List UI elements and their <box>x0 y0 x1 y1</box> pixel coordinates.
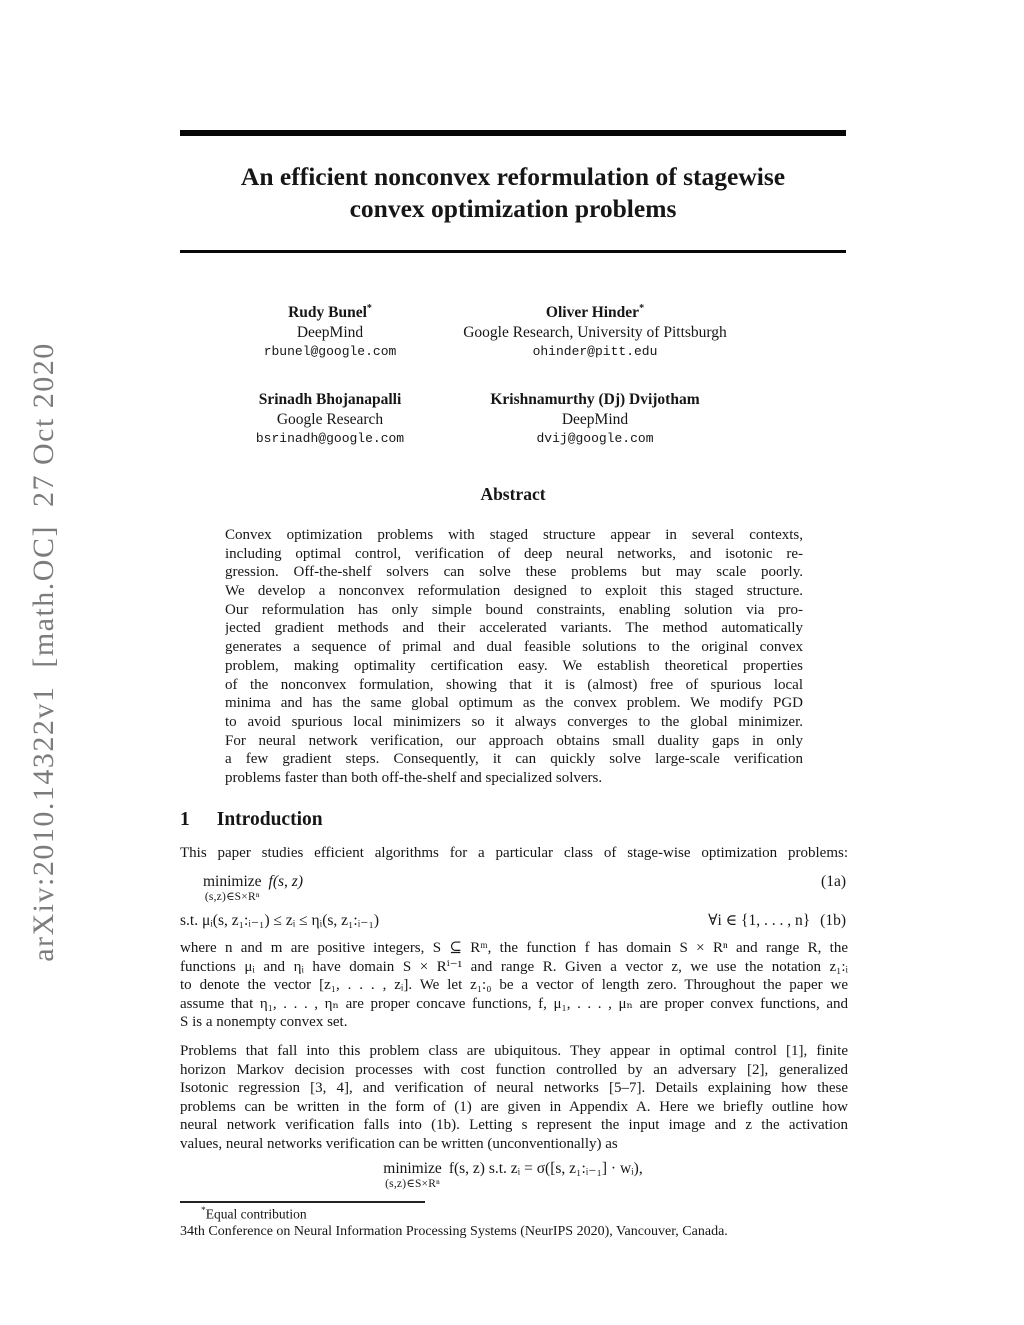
top-rule <box>180 130 846 136</box>
section-number: 1 <box>180 809 190 830</box>
author-email: dvij@google.com <box>536 431 654 447</box>
author-block <box>420 386 770 448</box>
author-block <box>420 299 770 361</box>
minimize-operator <box>203 872 262 904</box>
text-line: assume that η₁, . . . , ηₙ are proper concave functions, f, μ₁, . . . , μₙ are proper convex functions, and <box>180 995 848 1012</box>
text-line: jected gradient methods and their accelerated variants. The method automatically <box>225 620 803 637</box>
section-heading <box>180 809 323 831</box>
title-rule <box>180 250 846 253</box>
intro-paragraph: This paper studies efficient algorithms for a particular class of stage-wise optimization problems: <box>180 845 848 861</box>
equation-body: f(s, z) <box>268 873 303 890</box>
text-line: functions μᵢ and ηᵢ have domain S × Rⁱ⁻¹ and range R. Given a vector z, we use the notation z₁:ᵢ <box>180 958 848 975</box>
body-paragraph <box>180 1042 848 1154</box>
equation-tag: (1a) <box>821 873 846 890</box>
minimize-constraint: (s,z)∈S×Rⁿ <box>385 1178 440 1190</box>
paper-title-line2: convex optimization problems <box>349 194 677 223</box>
paper-title-line1: An efficient nonconvex reformulation of stagewise <box>240 162 786 191</box>
equation-1a <box>180 872 846 904</box>
footnote-conference: 34th Conference on Neural Information Processing Systems (NeurIPS 2020), Vancouver, Canada. <box>180 1224 728 1239</box>
text-line: Problems that fall into this problem class are ubiquitous. They appear in optimal control [1], finite <box>180 1043 848 1059</box>
arxiv-watermark: arXiv:2010.14322v1 [math.OC] 27 Oct 2020 <box>27 342 60 962</box>
author-email: ohinder@pitt.edu <box>532 344 658 360</box>
text-line: where n and m are positive integers, S ⊆ Rᵐ, the function f has domain S × Rⁿ and range R, the <box>180 940 848 956</box>
text-line: to denote the vector [z₁, . . . , zᵢ]. We let z₁:₀ be a vector of length zero. Throughout the paper we <box>180 977 848 994</box>
footnote-rule <box>180 1201 425 1203</box>
equation-tag: (1b) <box>820 912 846 929</box>
text-line: horizon Markov decision processes with cost function controlled by an adversary [2], generalized <box>180 1061 848 1078</box>
author-name-text: Rudy Bunel <box>288 304 367 322</box>
text-line: S is a nonempty convex set. <box>180 1014 348 1031</box>
minimize-operator <box>383 1159 442 1191</box>
equation-quantifier: ∀i ∈ {1, . . . , n} <box>708 912 811 929</box>
text-line: Isotonic regression [3, 4], and verification of neural networks [5–7]. Details explaining how these <box>180 1080 848 1097</box>
equation-1b <box>180 911 846 930</box>
author-affiliation: DeepMind <box>296 324 364 342</box>
minimize-word: minimize <box>203 873 262 890</box>
footnote-marker: * <box>201 1206 206 1216</box>
body-paragraph <box>180 939 848 1032</box>
text-line: problem, making optimality certification easy. We establish theoretical properties <box>225 657 803 674</box>
author-name-text: Srinadh Bhojanapalli <box>258 391 402 409</box>
author-affiliation: Google Research <box>276 411 384 429</box>
author-marker: * <box>639 303 645 314</box>
text-line: values, neural networks verification can be written (unconventionally) as <box>180 1135 618 1152</box>
text-line: neural network verification falls into (1b). Letting s represent the input image and z the activation <box>180 1117 848 1134</box>
text-line: minima and has the same global optimum as the convex problem. We modify PGD <box>225 695 803 712</box>
minimize-constraint: (s,z)∈S×Rⁿ <box>204 891 260 903</box>
author-email: rbunel@google.com <box>263 344 397 360</box>
text-line: a few gradient steps. Consequently, it can quickly solve large-scale verification <box>225 751 803 768</box>
text-line: problems faster than both off-the-shelf and specialized solvers. <box>225 769 603 786</box>
text-line: problems can be written in the form of (1) are given in Appendix A. Here we briefly outline how <box>180 1098 848 1115</box>
text-line: generates a sequence of primal and dual feasible solutions to the original convex <box>225 639 803 656</box>
author-affiliation: Google Research, University of Pittsburgh <box>463 324 727 342</box>
author-name-text: Krishnamurthy (Dj) Dvijotham <box>490 391 700 409</box>
author-name <box>420 386 770 410</box>
footnote-text: Equal contribution <box>205 1206 307 1222</box>
abstract-text <box>225 526 803 788</box>
equation-body: f(s, z) s.t. zᵢ = σ([s, z₁:ᵢ₋₁] · wᵢ), <box>448 1160 643 1177</box>
text-line: We develop a nonconvex reformulation designed to exploit this staged structure. <box>225 583 803 600</box>
author-name-text: Oliver Hinder <box>545 304 640 322</box>
text-line: Convex optimization problems with staged structure appear in several contexts, <box>225 527 803 543</box>
text-line: to avoid spurious local minimizers so it always converges to the global minimizer. <box>225 713 803 730</box>
text-line: For neural network verification, our approach obtains small duality gaps in only <box>225 732 803 749</box>
display-equation <box>180 1159 846 1191</box>
paper-title <box>180 161 846 225</box>
text-line: of the nonconvex formulation, showing that it is (almost) free of spurious local <box>225 676 803 693</box>
equation-body: s.t. μᵢ(s, z₁:ᵢ₋₁) ≤ zᵢ ≤ ηᵢ(s, z₁:ᵢ₋₁) <box>180 912 380 929</box>
footnote-equal-contribution <box>180 1206 846 1223</box>
abstract-heading: Abstract <box>480 484 546 504</box>
author-email: bsrinadh@google.com <box>255 431 405 447</box>
author-affiliation: DeepMind <box>561 411 629 429</box>
text-line: Our reformulation has only simple bound constraints, enabling solution via pro- <box>225 601 803 618</box>
text-line: including optimal control, verification of deep neural networks, and isotonic re- <box>225 545 803 562</box>
section-title: Introduction <box>216 809 323 830</box>
text-line: gression. Off-the-shelf solvers can solve these problems but may scale poorly. <box>225 564 803 581</box>
minimize-word: minimize <box>383 1160 442 1177</box>
author-name <box>420 299 770 323</box>
author-marker: * <box>366 303 372 314</box>
